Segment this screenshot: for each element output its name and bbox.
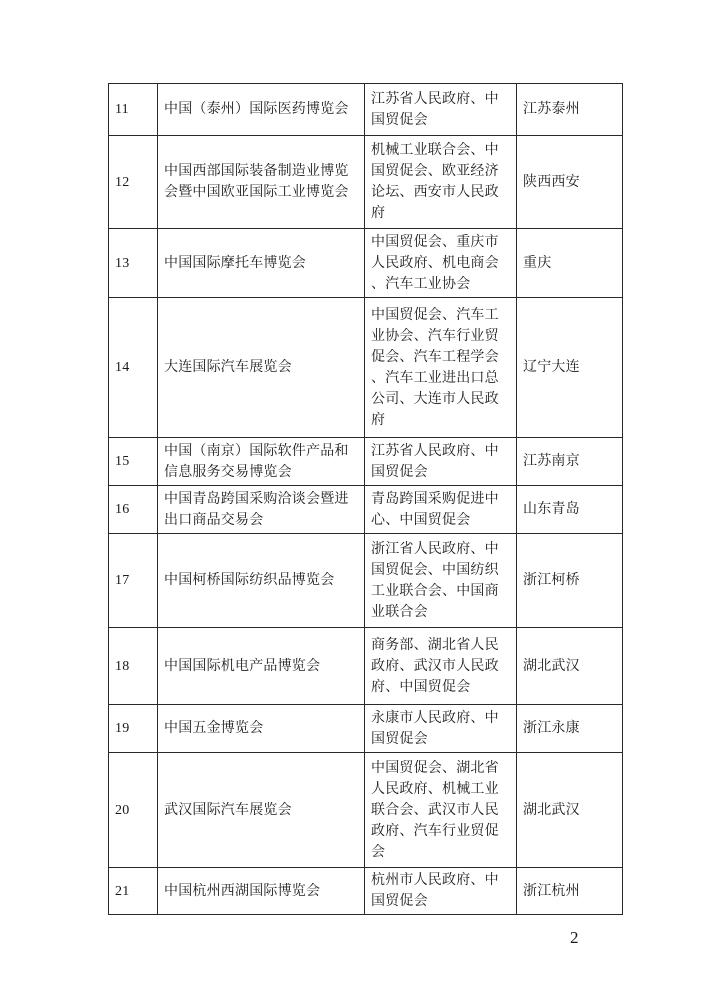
table-row bbox=[109, 534, 623, 628]
row-number-cell: 15 bbox=[109, 438, 158, 486]
location-cell: 江苏泰州 bbox=[517, 84, 623, 136]
table-row bbox=[109, 486, 623, 534]
row-number-cell: 16 bbox=[109, 486, 158, 534]
location-cell: 浙江杭州 bbox=[517, 868, 623, 915]
row-number-cell: 18 bbox=[109, 628, 158, 705]
organizer-cell: 中国贸促会、汽车工业协会、汽车行业贸促会、汽车工程学会、汽车工业进出口总公司、大连市人民政府 bbox=[365, 298, 517, 438]
page-number: 2 bbox=[570, 928, 579, 947]
location-cell: 江苏南京 bbox=[517, 438, 623, 486]
row-number-cell: 19 bbox=[109, 705, 158, 753]
organizer-cell: 江苏省人民政府、中国贸促会 bbox=[365, 438, 517, 486]
organizer-cell: 商务部、湖北省人民政府、武汉市人民政府、中国贸促会 bbox=[365, 628, 517, 705]
organizer-cell: 江苏省人民政府、中国贸促会 bbox=[365, 84, 517, 136]
organizer-cell: 浙江省人民政府、中国贸促会、中国纺织工业联合会、中国商业联合会 bbox=[365, 534, 517, 628]
location-cell: 重庆 bbox=[517, 229, 623, 298]
exhibition-name-cell: 武汉国际汽车展览会 bbox=[158, 753, 365, 868]
row-number-cell: 21 bbox=[109, 868, 158, 915]
exhibition-name-cell: 中国五金博览会 bbox=[158, 705, 365, 753]
table-row bbox=[109, 868, 623, 915]
exhibition-table bbox=[108, 83, 623, 915]
organizer-cell: 中国贸促会、湖北省人民政府、机械工业联合会、武汉市人民政府、汽车行业贸促会 bbox=[365, 753, 517, 868]
location-cell: 山东青岛 bbox=[517, 486, 623, 534]
location-cell: 湖北武汉 bbox=[517, 628, 623, 705]
row-number-cell: 14 bbox=[109, 298, 158, 438]
row-number-cell: 17 bbox=[109, 534, 158, 628]
table-row bbox=[109, 628, 623, 705]
table-row bbox=[109, 753, 623, 868]
row-number-cell: 13 bbox=[109, 229, 158, 298]
table-row bbox=[109, 229, 623, 298]
exhibition-name-cell: 中国西部国际装备制造业博览会暨中国欧亚国际工业博览会 bbox=[158, 136, 365, 229]
table-row bbox=[109, 136, 623, 229]
exhibition-name-cell: 中国（南京）国际软件产品和信息服务交易博览会 bbox=[158, 438, 365, 486]
table-row bbox=[109, 438, 623, 486]
organizer-cell: 杭州市人民政府、中国贸促会 bbox=[365, 868, 517, 915]
organizer-cell: 青岛跨国采购促进中心、中国贸促会 bbox=[365, 486, 517, 534]
organizer-cell: 机械工业联合会、中国贸促会、欧亚经济论坛、西安市人民政府 bbox=[365, 136, 517, 229]
location-cell: 浙江柯桥 bbox=[517, 534, 623, 628]
location-cell: 陕西西安 bbox=[517, 136, 623, 229]
exhibition-name-cell: 中国杭州西湖国际博览会 bbox=[158, 868, 365, 915]
exhibition-name-cell: 中国柯桥国际纺织品博览会 bbox=[158, 534, 365, 628]
exhibition-name-cell: 中国（泰州）国际医药博览会 bbox=[158, 84, 365, 136]
organizer-cell: 永康市人民政府、中国贸促会 bbox=[365, 705, 517, 753]
table-row bbox=[109, 298, 623, 438]
location-cell: 湖北武汉 bbox=[517, 753, 623, 868]
row-number-cell: 12 bbox=[109, 136, 158, 229]
location-cell: 浙江永康 bbox=[517, 705, 623, 753]
exhibition-name-cell: 中国国际摩托车博览会 bbox=[158, 229, 365, 298]
exhibition-name-cell: 中国青岛跨国采购洽谈会暨进出口商品交易会 bbox=[158, 486, 365, 534]
organizer-cell: 中国贸促会、重庆市人民政府、机电商会、汽车工业协会 bbox=[365, 229, 517, 298]
row-number-cell: 11 bbox=[109, 84, 158, 136]
row-number-cell: 20 bbox=[109, 753, 158, 868]
table-row bbox=[109, 705, 623, 753]
exhibition-name-cell: 中国国际机电产品博览会 bbox=[158, 628, 365, 705]
table-row bbox=[109, 84, 623, 136]
location-cell: 辽宁大连 bbox=[517, 298, 623, 438]
exhibition-name-cell: 大连国际汽车展览会 bbox=[158, 298, 365, 438]
